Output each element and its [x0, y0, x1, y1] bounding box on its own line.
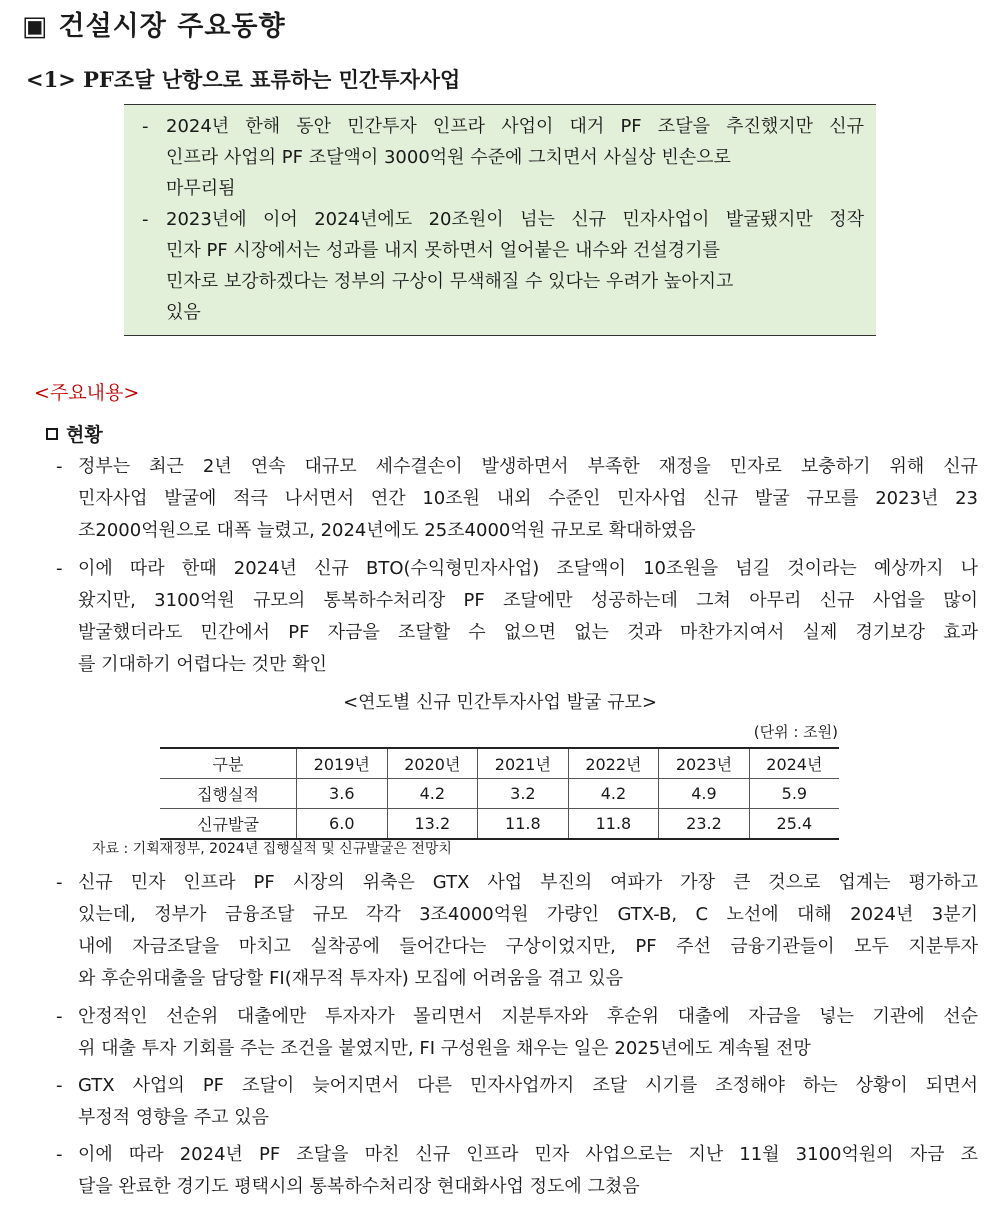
paragraph-line: GTX 사업의 PF 조달이 늦어지면서 다른 민자사업까지 조달 시기를 조정해야 하는 상황이 되면서 [78, 1075, 978, 1096]
table-cell: 5.9 [749, 779, 839, 809]
summary-item [124, 204, 876, 328]
paragraph-line: 왔지만, 3100억원 규모의 통복하수처리장 PF 조달에만 성공하는데 그쳐 아무리 신규 사업을 많이 [78, 590, 978, 611]
dash-bullet: - [56, 1144, 63, 1165]
square-bullet-icon: ▣ [22, 11, 49, 42]
summary-box [124, 104, 876, 336]
paragraph-line: 이에 따라 2024년 PF 조달을 마친 신규 인프라 민자 사업으로는 지난 11월 3100억원의 자금 조 [78, 1144, 978, 1165]
table-cell: 23.2 [659, 809, 750, 840]
paragraph-line: 와 후순위대출을 담당할 FI(재무적 투자자) 모집에 어려움을 겪고 있음 [78, 968, 623, 989]
summary-line: 민자로 보강하겠다는 정부의 구상이 무색해질 수 있다는 우려가 높아지고 [166, 271, 734, 292]
body-paragraph [56, 1001, 978, 1065]
dash-bullet: - [56, 456, 63, 477]
summary-line: 마무리됨 [166, 178, 236, 199]
table-header-cell: 2019년 [297, 748, 388, 779]
dash-bullet: - [56, 872, 63, 893]
summary-item [124, 111, 876, 204]
summary-line: 인프라 사업의 PF 조달액이 3000억원 수준에 그치면서 사실상 빈손으로 [166, 147, 731, 168]
summary-line: 2023년에 이어 2024년에도 20조원이 넘는 신규 민자사업이 발굴됐지만 정작 [166, 209, 864, 230]
summary-line: 민자 PF 시장에서는 성과를 내지 못하면서 얼어붙은 내수와 건설경기를 [166, 240, 720, 261]
table-cell: 6.0 [297, 809, 388, 840]
table-title: <연도별 신규 민간투자사업 발굴 규모> [343, 692, 657, 713]
paragraph-line: 내에 자금조달을 마치고 실착공에 들어간다는 구상이었지만, PF 주선 금융기관들이 모두 지분투자 [78, 936, 978, 957]
table-cell: 4.9 [659, 779, 750, 809]
summary-line: 2024년 한해 동안 민간투자 인프라 사업이 대거 PF 조달을 추진했지만 신규 [166, 116, 864, 137]
table-cell: 3.2 [478, 779, 569, 809]
dash-bullet: - [56, 1006, 63, 1027]
paragraph-line: 를 기대하기 어렵다는 것만 확인 [78, 654, 327, 675]
body-paragraph [56, 451, 978, 547]
page-title [22, 4, 286, 43]
paragraph-line: 신규 민자 인프라 PF 시장의 위축은 GTX 사업 부진의 여파가 가장 큰 것으로 업계는 평가하고 [78, 872, 978, 893]
table-header-cell: 2020년 [387, 748, 478, 779]
table-unit: (단위 : 조원) [753, 723, 838, 741]
paragraph-line: 부정적 영향을 주고 있음 [78, 1107, 270, 1128]
table-cell: 3.6 [297, 779, 388, 809]
table-header-row [160, 748, 839, 779]
table-header-cell: 2023년 [659, 748, 750, 779]
table-source-note: 자료 : 기획재정부, 2024년 집행실적 및 신규발굴은 전망치 [92, 841, 452, 857]
table-cell: 4.2 [387, 779, 478, 809]
dash-bullet: - [142, 116, 149, 137]
table-row-label: 신규발굴 [160, 809, 297, 840]
section-label-main-content: <주요내용> [34, 382, 140, 404]
table-header-cell: 2021년 [478, 748, 569, 779]
body-paragraph [56, 1139, 978, 1203]
paragraph-line: 정부는 최근 2년 연속 대규모 세수결손이 발생하면서 부족한 재정을 민자로 보충하기 위해 신규 [78, 456, 978, 477]
table-cell: 25.4 [749, 809, 839, 840]
dash-bullet: - [142, 209, 149, 230]
dash-bullet: - [56, 558, 63, 579]
dash-bullet: - [56, 1075, 63, 1096]
section-heading-status [46, 420, 103, 447]
paragraph-line: 조2000억원으로 대폭 늘렸고, 2024년에도 25조4000억원 규모로 확대하였음 [78, 520, 696, 541]
article-subtitle: <1> PF조달 난항으로 표류하는 민간투자사업 [26, 67, 461, 92]
paragraph-line: 이에 따라 한때 2024년 신규 BTO(수익형민자사업) 조달액이 10조원을 넘길 것이라는 예상까지 나 [78, 558, 978, 579]
table-cell: 11.8 [568, 809, 659, 840]
paragraph-line: 위 대출 투자 기회를 주는 조건을 붙였지만, FI 구성원을 채우는 일은 2025년에도 계속될 전망 [78, 1038, 811, 1059]
table-cell: 11.8 [478, 809, 569, 840]
table-row [160, 809, 839, 840]
checkbox-bullet-icon [46, 428, 58, 440]
body-paragraph [56, 553, 978, 681]
body-paragraph [56, 1070, 978, 1134]
body-paragraph [56, 867, 978, 995]
section-heading-text: 현황 [66, 424, 103, 446]
table-row [160, 779, 839, 809]
table-cell: 4.2 [568, 779, 659, 809]
paragraph-line: 민자사업 발굴에 적극 나서면서 연간 10조원 내외 수준인 민자사업 신규 발굴 규모를 2023년 23 [78, 488, 978, 509]
paragraph-line: 달을 완료한 경기도 평택시의 통복하수처리장 현대화사업 정도에 그쳤음 [78, 1176, 640, 1197]
paragraph-line: 발굴했더라도 민간에서 PF 자금을 조달할 수 없으면 없는 것과 마찬가지여서 실제 경기보강 효과 [78, 622, 978, 643]
table-header-cell: 2024년 [749, 748, 839, 779]
paragraph-line: 있는데, 정부가 금융조달 규모 각각 3조4000억원 가량인 GTX-B, C 노선에 대해 2024년 3분기 [78, 904, 978, 925]
investment-table [160, 747, 839, 840]
paragraph-line: 안정적인 선순위 대출에만 투자자가 몰리면서 지분투자와 후순위 대출에 자금을 넣는 기관에 선순 [78, 1006, 978, 1027]
summary-line: 있음 [166, 302, 201, 323]
page-title-text: 건설시장 주요동향 [58, 11, 286, 42]
table-header-cell: 2022년 [568, 748, 659, 779]
table-header-cell: 구분 [160, 748, 297, 779]
table-row-label: 집행실적 [160, 779, 297, 809]
table-cell: 13.2 [387, 809, 478, 840]
